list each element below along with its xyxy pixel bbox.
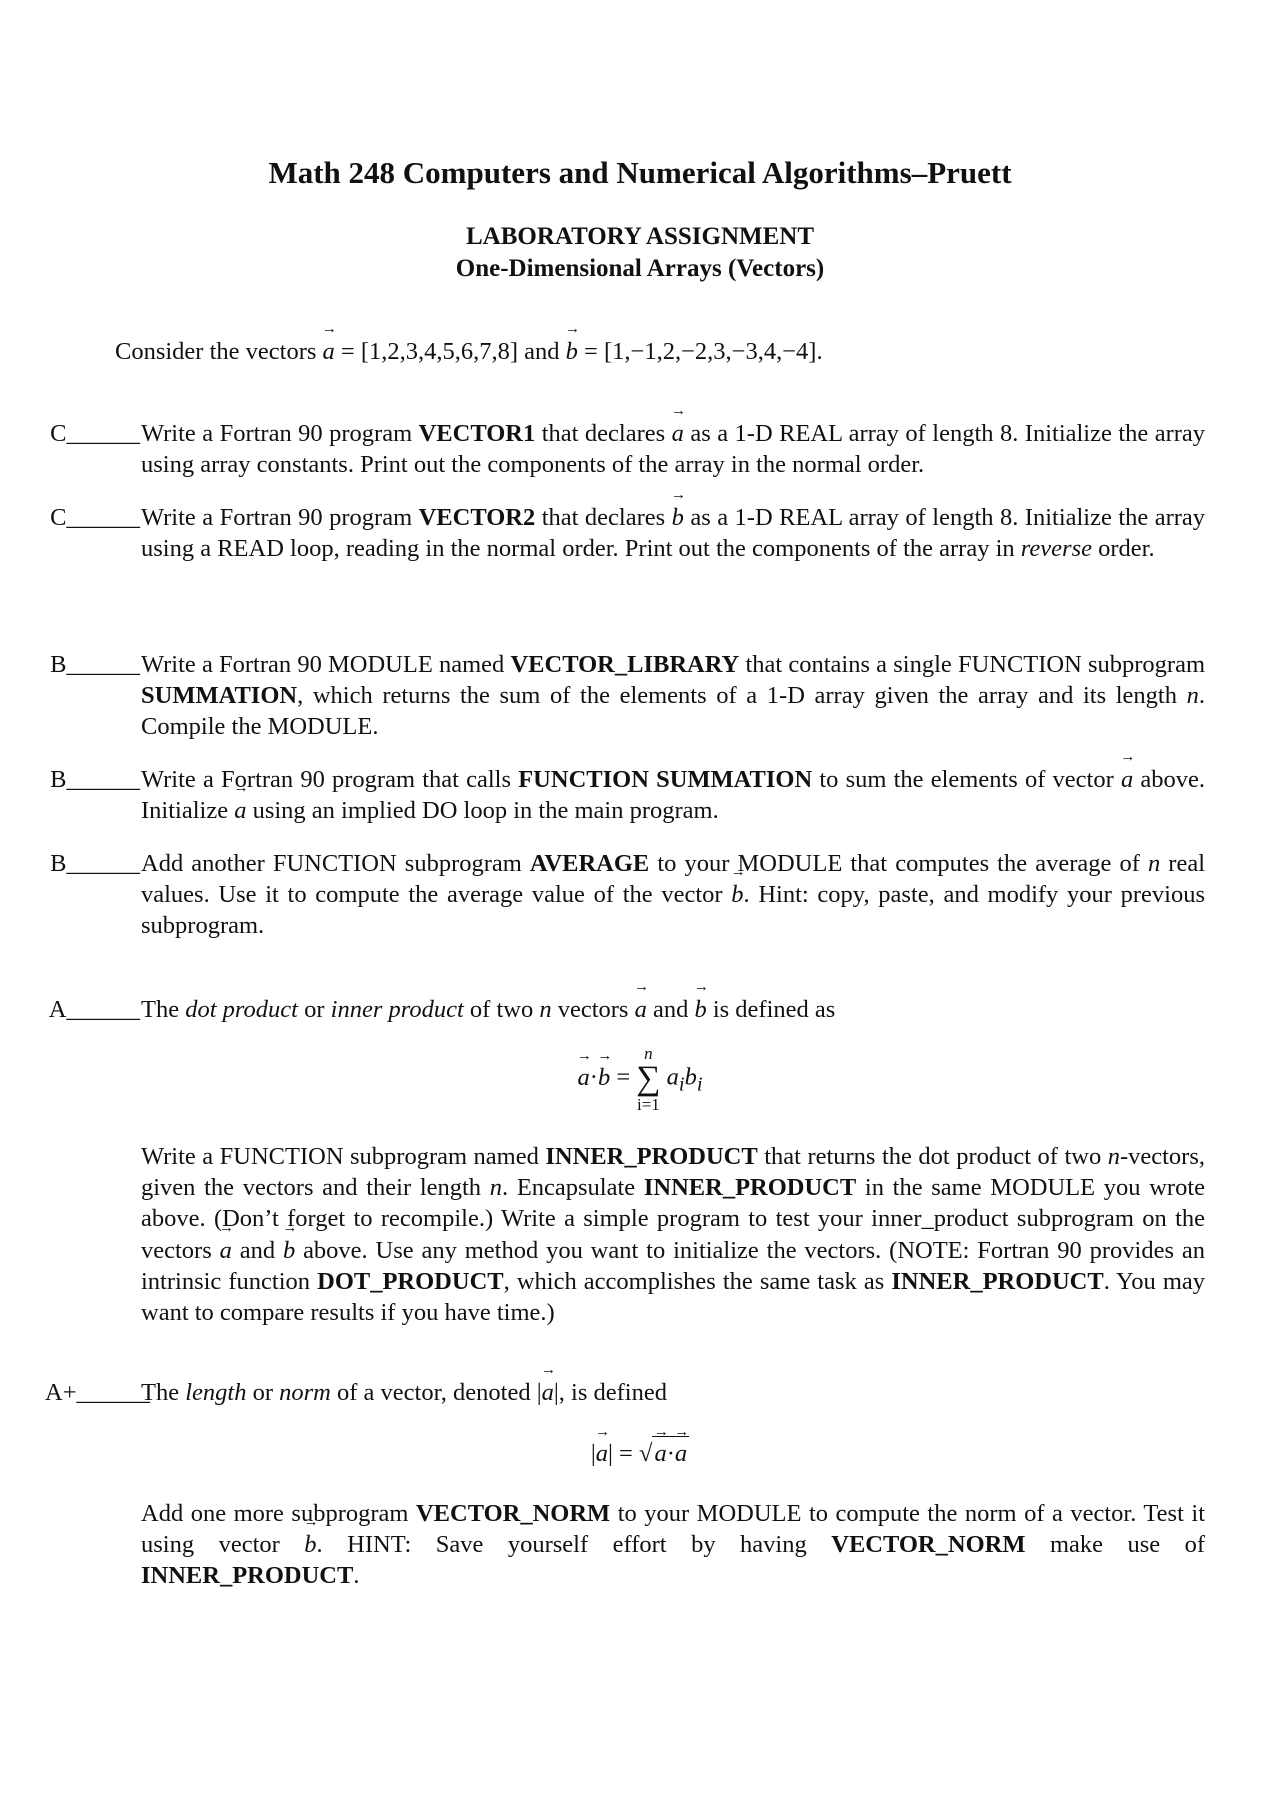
assignment-heading: LABORATORY ASSIGNMENT (465, 223, 815, 250)
square-root: √→ a·→ a (639, 1436, 689, 1469)
grade-label: A+______ (45, 1379, 151, 1406)
grade-label: C______ (50, 504, 140, 531)
task-vector-library: Write a Fortran 90 MODULE named VECTOR_LIBRARY that contains a single FUNCTION subprogram SUMMATION, which returns the sum of the elements of a 1-D array given the array and its length n. Compile the MODULE. (141, 651, 1206, 741)
vector-a-symbol: → a (323, 336, 335, 368)
task-vector2: Write a Fortran 90 program VECTOR2 that declares → b as a 1-D REAL array of length 8. Initialize the array using a READ loop, reading in the normal order. Print out the components of the array in reverse order. (141, 502, 1205, 564)
vector-b-symbol: → b (566, 336, 578, 368)
task-vector-norm: Add one more subprogram VECTOR_NORM to your MODULE to compute the norm of a vector. Test it using vector → b. HINT: Save yourself effort by having VECTOR_NORM make use of INNER_PRODUCT. (141, 1498, 1205, 1592)
task-average: Add another FUNCTION subprogram AVERAGE to your MODULE that computes the average of n real values. Use it to compute the average value of the vector → b. Hint: copy, paste, and modify your previous subprogram. (141, 848, 1205, 942)
task-call-summation: Write a Fortran 90 program that calls FUNCTION SUMMATION to sum the elements of vector → a above. Initialize → a using an implied DO loop in the main program. (141, 764, 1205, 826)
norm-equation: |→ a| = √→ a·→ a (0, 1436, 1280, 1469)
grade-label: A______ (48, 996, 140, 1023)
assignment-topic: One-Dimensional Arrays (Vectors) (455, 255, 825, 282)
grade-label: B______ (50, 766, 140, 793)
task-norm-intro: The length or norm of a vector, denoted |→ a|, is defined (141, 1377, 1205, 1408)
document-title: Math 248 Computers and Numerical Algorithms–Pruett (268, 155, 1012, 190)
grade-label: B______ (50, 651, 140, 678)
task-vector1: Write a Fortran 90 program VECTOR1 that declares → a as a 1-D REAL array of length 8. Initialize the array using array constants. Print out the components of the array in the normal order. (141, 418, 1205, 480)
intro-statement: Consider the vectors → a = [1,2,3,4,5,6,7,8] and → b = [1,−1,2,−2,3,−3,4,−4]. (115, 336, 823, 368)
task-inner-product: Write a FUNCTION subprogram named INNER_PRODUCT that returns the dot product of two n-vectors, given the vectors and their length n. Encapsulate INNER_PRODUCT in the same MODULE you wrote above. (Don’t forget to recompile.) Write a simple program to test your inner_product subprogram on the vectors → a and → b above. Use any method you want to initialize the vectors. (NOTE: Fortran 90 provides an intrinsic function DOT_PRODUCT, which accomplishes the same task as INNER_PRODUCT. You may want to compare results if you have time.) (141, 1141, 1205, 1328)
dot-product-equation: → a·→ b = n ∑ i=1 $a_ib_i$ (0, 1045, 1280, 1113)
task-dot-product-intro: The dot product or inner product of two n vectors → a and → b is defined as (141, 994, 1205, 1025)
grade-label: C______ (50, 420, 140, 447)
grade-label: B______ (50, 850, 140, 877)
summation-symbol: n ∑ i=1 (636, 1044, 661, 1114)
